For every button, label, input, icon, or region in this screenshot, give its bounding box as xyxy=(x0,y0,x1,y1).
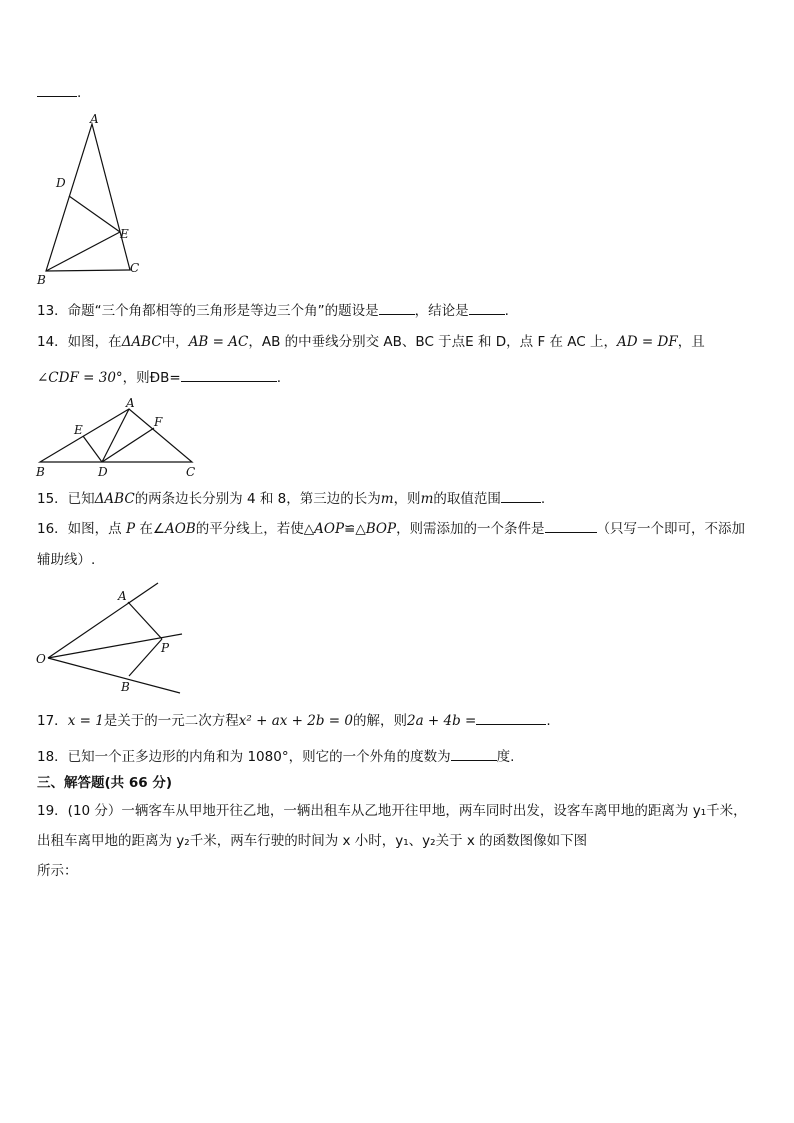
ray-ob xyxy=(48,658,180,693)
question-14-line2: ∠CDF = 30°，则ÐB= . xyxy=(37,370,281,386)
label-c: C xyxy=(130,261,140,275)
segment-ed xyxy=(83,436,102,462)
answer-blank xyxy=(181,369,277,382)
label-o: O xyxy=(36,652,46,666)
segment-df xyxy=(102,428,154,462)
question-13: 13．命题“三个角都相等的三角形是等边三个角”的题设是 ，结论是 . xyxy=(37,303,509,319)
label-b: B xyxy=(37,273,46,287)
segment-bp xyxy=(129,639,162,676)
segment-ap xyxy=(128,602,162,639)
answer-blank xyxy=(476,712,546,725)
label-a: A xyxy=(126,396,135,410)
question-14-line1: 14．如图，在ΔABC中，AB = AC，AB 的中垂线分别交 AB、BC 于点E 和 D，点 F 在 AC 上，AD = DF，且 xyxy=(37,334,705,350)
label-a: A xyxy=(118,589,127,603)
question-15: 15．已知ΔABC的两条边长分别为 4 和 8，第三边的长为m，则m的取值范围 . xyxy=(37,491,546,507)
label-d: D xyxy=(56,176,66,190)
segment-be xyxy=(46,232,120,271)
label-p: P xyxy=(161,641,170,655)
question-19-line3: 所示： xyxy=(37,863,78,879)
label-f: F xyxy=(154,415,163,429)
question-18: 18．已知一个正多边形的内角和为 1080°，则它的一个外角的度数为 度. xyxy=(37,749,515,765)
q12-answer-line: . xyxy=(37,84,81,102)
answer-blank xyxy=(37,84,77,97)
label-e: E xyxy=(120,227,129,241)
answer-blank xyxy=(501,490,541,503)
question-16-line1: 16．如图，点 P 在∠AOB的平分线上，若使△AOP≌△BOP，则需添加的一个条件是 （只写一个即可，不添加 xyxy=(37,521,746,537)
figure-16-angle-bisector xyxy=(34,578,194,698)
ray-oa xyxy=(48,583,158,658)
label-b: B xyxy=(36,465,45,479)
answer-blank xyxy=(545,520,597,533)
answer-blank xyxy=(451,748,497,761)
question-19-line2: 出租车离甲地的距离为 y₂千米，两车行驶的时间为 x 小时，y₁、y₂关于 x 的函数图像如下图 xyxy=(37,833,588,849)
answer-blank-conclusion xyxy=(469,302,505,315)
figure-12-triangle xyxy=(34,112,146,288)
question-16-line2: 辅助线）. xyxy=(37,552,96,568)
question-19-line1: 19．(10 分）一辆客车从甲地开往乙地，一辆出租车从乙地开往甲地，两车同时出发，设客车离甲地的距离为 y₁千米， xyxy=(37,803,747,819)
label-d: D xyxy=(98,465,108,479)
section-heading: 三、解答题(共 66 分) xyxy=(37,775,173,791)
label-b: B xyxy=(121,680,130,694)
label-e: E xyxy=(74,423,83,437)
label-c: C xyxy=(186,465,196,479)
label-a: A xyxy=(90,112,99,126)
figure-14-triangle xyxy=(34,398,204,478)
question-17: 17．x = 1是关于的一元二次方程x² + ax + 2b = 0的解，则2a + 4b = . xyxy=(37,713,551,729)
answer-blank-premise xyxy=(379,302,415,315)
